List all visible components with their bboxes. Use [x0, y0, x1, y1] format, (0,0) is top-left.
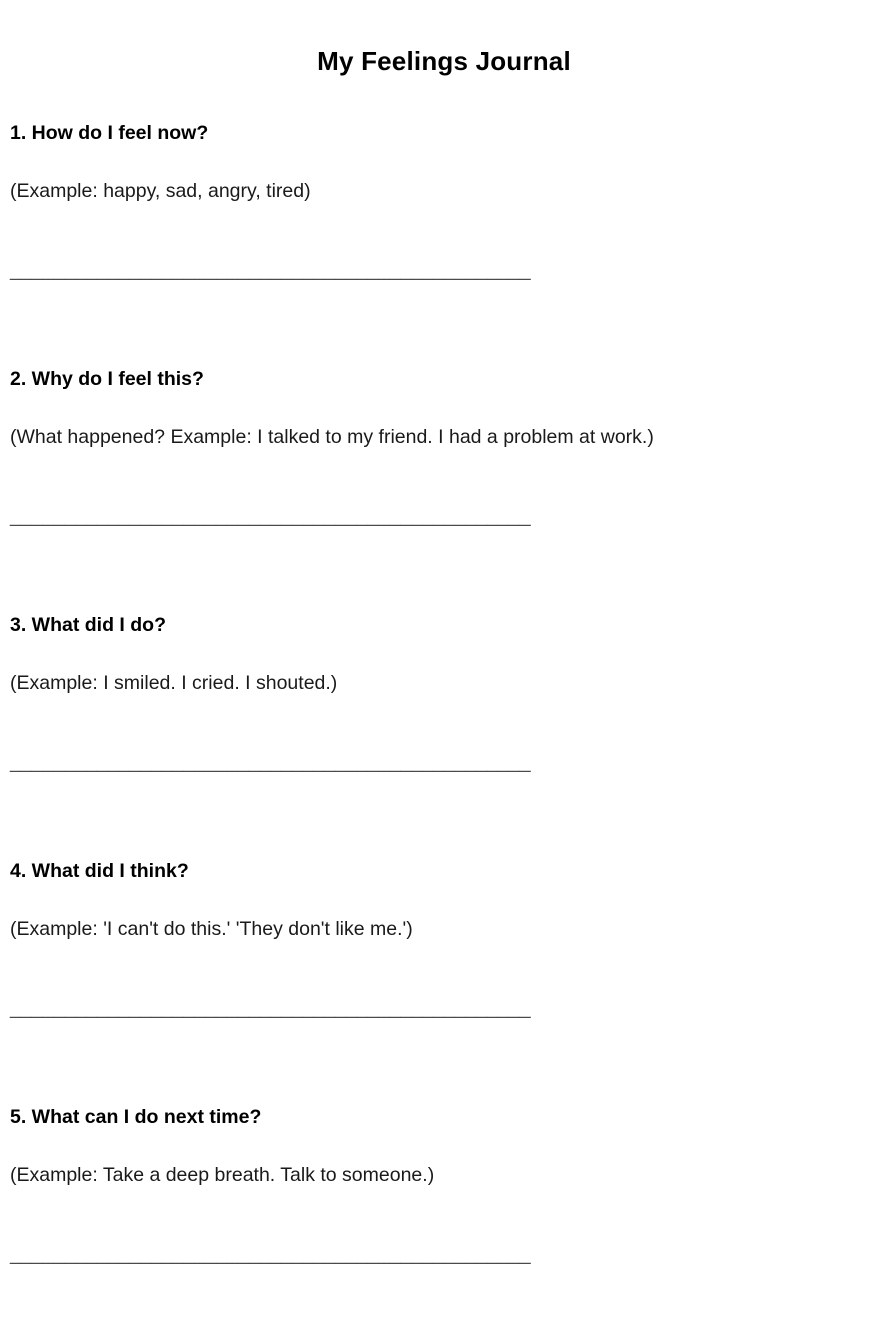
question-heading-5: 5. What can I do next time? — [10, 1106, 262, 1128]
question-heading-3: 3. What did I do? — [10, 614, 166, 636]
answer-blank-line-3: ________________________________________________ — [10, 751, 531, 773]
journal-section-4 — [10, 860, 878, 1019]
example-text-4: (Example: 'I can't do this.' 'They don't like me.') — [10, 918, 413, 940]
document-page — [0, 46, 890, 1265]
journal-section-5 — [10, 1106, 878, 1265]
page-title: My Feelings Journal — [317, 46, 571, 76]
answer-blank-line-2: ________________________________________________ — [10, 505, 531, 527]
question-heading-2: 2. Why do I feel this? — [10, 368, 204, 390]
journal-section-2 — [10, 368, 878, 527]
example-text-3: (Example: I smiled. I cried. I shouted.) — [10, 672, 338, 694]
example-text-1: (Example: happy, sad, angry, tired) — [10, 180, 311, 202]
answer-blank-line-4: ________________________________________________ — [10, 997, 531, 1019]
answer-blank-line-5: ________________________________________________ — [10, 1243, 531, 1265]
journal-section-3 — [10, 614, 878, 773]
question-heading-4: 4. What did I think? — [10, 860, 189, 882]
example-text-2: (What happened? Example: I talked to my friend. I had a problem at work.) — [10, 426, 654, 448]
example-text-5: (Example: Take a deep breath. Talk to someone.) — [10, 1164, 435, 1186]
journal-section-1 — [10, 122, 878, 281]
answer-blank-line-1: ________________________________________________ — [10, 259, 531, 281]
question-heading-1: 1. How do I feel now? — [10, 122, 209, 144]
